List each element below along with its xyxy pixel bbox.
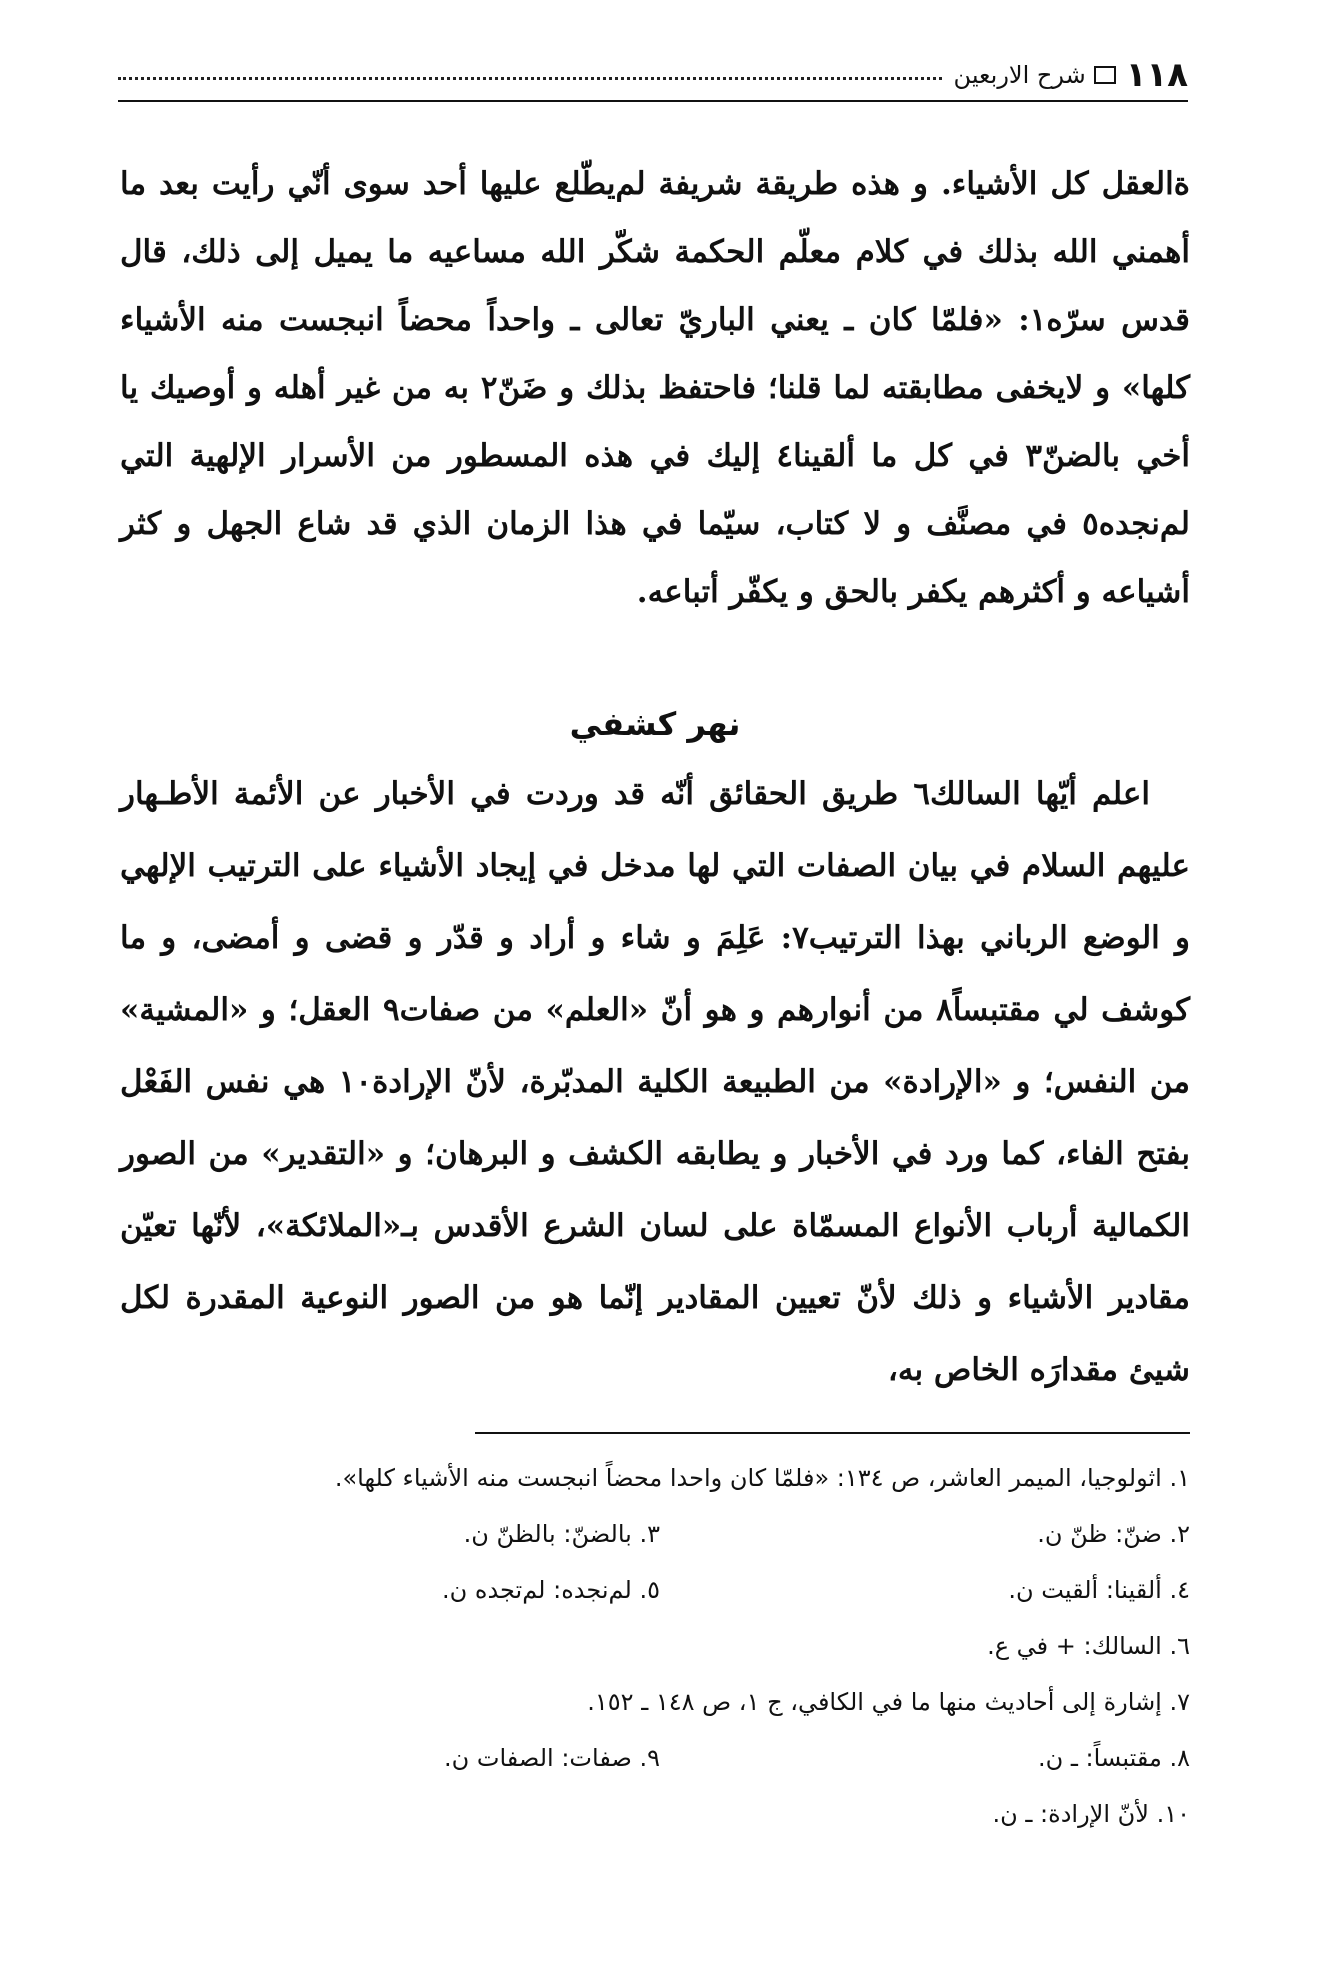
footnote-row — [120, 1730, 1190, 1786]
page-number: ١١٨ — [1125, 55, 1188, 95]
footnote-5: ٥. لم‌نجده: لم‌تجده ن. — [441, 1576, 660, 1604]
footnote-3: ٣. بالضنّ: بالظنّ ن. — [463, 1520, 660, 1548]
running-title: شرح الاربعين — [953, 61, 1086, 89]
section-text-block — [120, 758, 1190, 1406]
footnote-2: ٢. ضنّ: ظنّ ن. — [1037, 1520, 1190, 1548]
paragraph-continuation: ةالعقل كل الأشياء. و هذه طريقة شريفة لم‌يطّلع عليها أحد سوى أنّي رأيت بعد ما أهمني الله بذلك في كلام معلّم الحكمة شكّر الله مساعيه ما يميل إلى ذلك، قال قدس سرّه١: «فلمّا كان ـ يعني الباريّ تعالى ـ واحداً محضاً انبجست منه الأشياء كلها» و لايخفى مطابقته لما قلنا؛ فاحتفظ بذلك و ضَنّ٢ به من غير أهله و أوصيك يا أخي بالضنّ٣ في كل ما ألقينا٤ إليك في هذه المسطور من الأسرار الإلهية التي لم‌نجده٥ في مصنَّف و لا كتاب، سيّما في هذا الزمان الذي قد شاع الجهل و كثر أشياعه و أكثرهم يكفر بالحق و يكفّر أتباعه. — [120, 166, 1191, 610]
footnote-separator — [475, 1432, 1190, 1434]
footnote-8: ٨. مقتبساً: ـ ن. — [1038, 1744, 1190, 1772]
footnote-10: ١٠. لأنّ الإرادة: ـ ن. — [992, 1800, 1190, 1828]
header-dotted-leader — [118, 77, 942, 80]
page-header — [118, 48, 1188, 102]
footnote-row — [120, 1506, 1190, 1562]
footnote-6: ٦. السالك: + في ع. — [987, 1632, 1190, 1660]
header-rule — [118, 100, 1188, 102]
section-paragraph: اعلم أيّها السالك٦ طريق الحقائق أنّه قد وردت في الأخبار عن الأئمة الأطـهار عليهم السلام في بيان الصفات التي لها مدخل في إيجاد الأشياء على الترتيب الإلهي و الوضع الرباني بهذا الترتيب٧: عَلِمَ و شاء و أراد و قدّر و قضى و أمضى، و ما كوشف لي مقتبساً٨ من أنوارهم و هو أنّ «العلم» من صفات٩ العقل؛ و «المشية» من النفس؛ و «الإرادة» من الطبيعة الكلية المدبّرة، لأنّ الإرادة١٠ هي نفس الفَعْل بفتح الفاء، كما ورد في الأخبار و يطابقه الكشف و البرهان؛ و «التقدير» من الصور الكمالية أرباب الأنواع المسمّاة على لسان الشرع الأقدس بـ«الملائكة»، لأنّها تعيّن مقادير الأشياء و ذلك لأنّ تعيين المقادير إنّما هو من الصور النوعية المقدرة لكل شيئ مقدارَه الخاص به، — [120, 776, 1191, 1388]
footnotes — [120, 1450, 1190, 1842]
footnote-7: ٧. إشارة إلى أحاديث منها ما في الكافي، ج ١، ص ١٤٨ ـ ١٥٢. — [587, 1688, 1190, 1716]
footnote-4: ٤. ألقينا: ألقيت ن. — [1008, 1576, 1190, 1604]
section-heading: نهر كشفي — [569, 705, 741, 743]
footnote-9: ٩. صفات: الصفات ن. — [443, 1744, 660, 1772]
square-ornament-icon — [1094, 66, 1116, 84]
footnote-1: ١. اثولوجيا، الميمر العاشر، ص ١٣٤: «فلمّا كان واحدا محضاً انبجست منه الأشياء كلها». — [334, 1464, 1190, 1492]
main-text-block — [120, 150, 1190, 626]
footnote-row — [120, 1562, 1190, 1618]
